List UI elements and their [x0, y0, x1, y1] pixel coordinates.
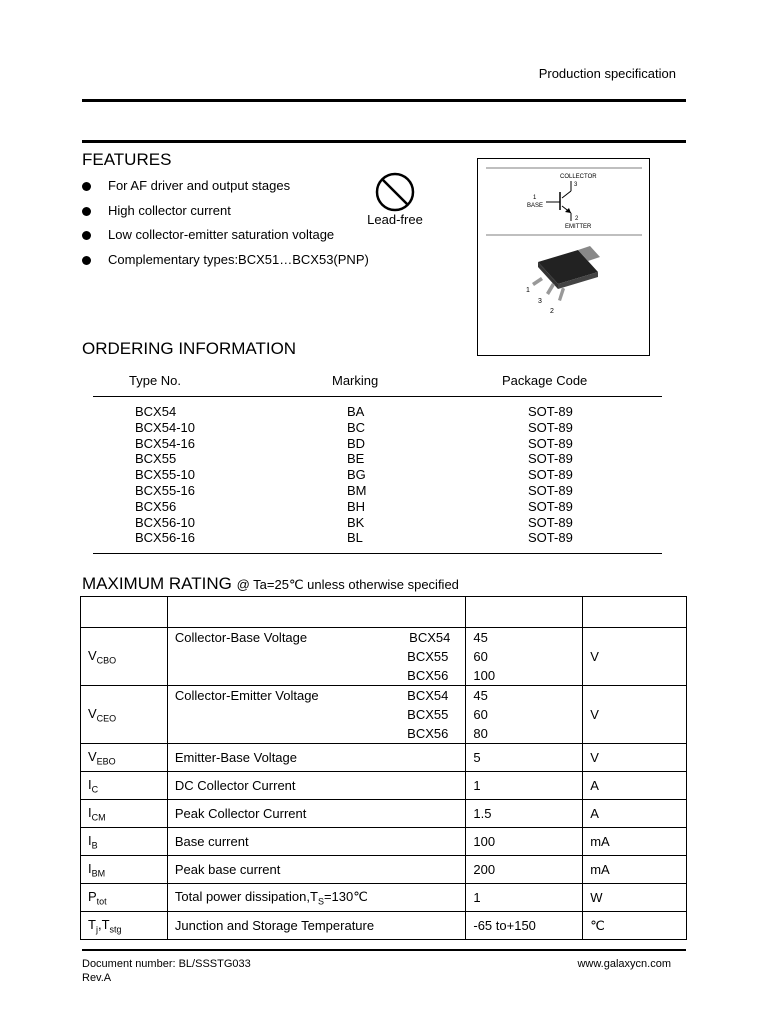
package-cell: SOT-89 — [528, 451, 573, 467]
bullet-icon — [82, 256, 91, 265]
max-rating-condition: @ Ta=25℃ unless otherwise specified — [236, 577, 459, 592]
type-cell: BCX54 — [135, 404, 177, 419]
footer-doc-info — [82, 957, 251, 985]
marking-cell: BH — [347, 498, 366, 514]
package-cell: SOT-89 — [528, 467, 573, 483]
table-row — [81, 912, 687, 940]
bullet-icon — [82, 207, 91, 216]
parameter-cell: Collector-Base Voltage BCX54 BCX55 BCX56 — [167, 628, 466, 686]
feature-item: High collector current — [82, 203, 369, 228]
unit-cell: mA — [583, 856, 687, 884]
package-cell: SOT-89 — [528, 514, 573, 530]
col-marking-header: Marking — [332, 373, 379, 388]
pkg-pin2-label: 2 — [550, 308, 554, 315]
header-rule-bottom — [82, 140, 686, 143]
symbol-cell: $V_{CEO}$ — [81, 686, 168, 744]
value-cell: 200 — [466, 856, 583, 884]
package-diagram — [477, 158, 650, 356]
bullet-icon — [82, 182, 91, 191]
package-cell: SOT-89 — [528, 498, 573, 514]
value-cell: 45 60 100 — [466, 628, 583, 686]
max-rating-table — [80, 596, 687, 940]
feature-item: Low collector-emitter saturation voltage — [82, 227, 369, 252]
package-cell: SOT-89 — [528, 482, 573, 498]
parameter-cell: Peak Collector Current — [167, 800, 466, 828]
type-cell: BCX56-16 — [135, 530, 195, 546]
ordering-type-column — [135, 404, 195, 546]
symbol-cell: $I_B$ — [81, 828, 168, 856]
emitter-label: EMITTER — [565, 224, 592, 230]
pin3-label: 3 — [574, 182, 578, 188]
unit-cell: V — [583, 628, 687, 686]
unit-cell: W — [583, 884, 687, 912]
type-cell: BCX55-10 — [135, 467, 195, 483]
table-row — [81, 828, 687, 856]
table-row — [81, 772, 687, 800]
type-cell: BCX56-10 — [135, 514, 195, 530]
table-row — [81, 744, 687, 772]
table-row — [81, 800, 687, 828]
symbol-cell: $T_j,T_{stg}$ — [81, 912, 168, 940]
pin1-label: 1 — [533, 195, 537, 201]
value-cell: 1.5 — [466, 800, 583, 828]
footer-rule — [82, 949, 686, 951]
ordering-bottom-rule — [93, 553, 662, 554]
table-row — [81, 686, 687, 744]
type-cell: BCX55 — [135, 451, 177, 467]
value-cell: 100 — [466, 828, 583, 856]
revision: Rev.A — [82, 972, 112, 984]
production-spec-label: Production specification — [538, 66, 676, 81]
marking-cell: BG — [347, 467, 366, 483]
features-list — [82, 178, 369, 276]
symbol-cell: $I_C$ — [81, 772, 168, 800]
unit-cell: A — [583, 772, 687, 800]
pkg-pin1-label: 1 — [526, 287, 530, 294]
feature-item: Complementary types:BCX51…BCX53(PNP) — [82, 252, 369, 277]
unit-cell: A — [583, 800, 687, 828]
value-cell: 1 — [466, 884, 583, 912]
unit-cell: V — [583, 686, 687, 744]
ordering-marking-column — [347, 404, 367, 546]
col-package-header: Package Code — [502, 373, 588, 388]
parameter-cell: Collector-Emitter Voltage BCX54 BCX55 BCX56 — [167, 686, 466, 744]
features-title: FEATURES — [82, 150, 172, 169]
unit-cell: ℃ — [583, 912, 687, 940]
symbol-cell: $P_{tot}$ — [81, 884, 168, 912]
type-cell: BCX56 — [135, 498, 177, 514]
symbol-cell: $V_{CBO}$ — [81, 628, 168, 686]
value-cell: 5 — [466, 744, 583, 772]
pin2-label: 2 — [575, 216, 579, 222]
value-cell: 1 — [466, 772, 583, 800]
table-row — [81, 856, 687, 884]
unit-cell: mA — [583, 828, 687, 856]
table-row — [81, 628, 687, 686]
doc-number: Document number: BL/SSSTG033 — [82, 958, 251, 970]
transistor-diagram — [478, 159, 649, 355]
symbol-cell: $I_{BM}$ — [81, 856, 168, 884]
lead-free-badge — [362, 172, 428, 227]
max-rating-title: MAXIMUM RATING @ Ta=25℃ unless otherwise specified — [82, 574, 459, 593]
table-row — [81, 884, 687, 912]
parameter-cell: Junction and Storage Temperature — [167, 912, 466, 940]
marking-cell: BM — [347, 482, 367, 498]
base-label: BASE — [527, 203, 544, 209]
symbol-cell: $I_{CM}$ — [81, 800, 168, 828]
value-cell: -65 to+150 — [466, 912, 583, 940]
value-cell: 45 60 80 — [466, 686, 583, 744]
feature-item: For AF driver and output stages — [82, 178, 369, 203]
marking-cell: BA — [347, 404, 365, 419]
package-cell: SOT-89 — [528, 419, 573, 435]
bullet-icon — [82, 231, 91, 240]
pkg-pin3-label: 3 — [538, 298, 542, 305]
package-cell: SOT-89 — [528, 435, 573, 451]
collector-label: COLLECTOR — [560, 174, 597, 180]
marking-cell: BD — [347, 435, 366, 451]
symbol-cell: $V_{EBO}$ — [81, 744, 168, 772]
marking-cell: BC — [347, 419, 366, 435]
parameter-cell: Emitter-Base Voltage — [167, 744, 466, 772]
ordering-package-column — [528, 404, 573, 546]
ordering-header-rule — [93, 396, 662, 397]
lead-free-label: Lead-free — [367, 212, 423, 227]
parameter-cell: DC Collector Current — [167, 772, 466, 800]
col-type-header: Type No. — [129, 373, 182, 388]
header-rule-top — [82, 99, 686, 102]
marking-cell: BE — [347, 451, 365, 467]
table-header-row — [81, 597, 687, 628]
parameter-cell: Total power $dissipation,T_S=130℃$ — [167, 884, 466, 912]
type-cell: BCX54-10 — [135, 419, 195, 435]
no-lead-icon — [374, 172, 416, 212]
type-cell: BCX54-16 — [135, 435, 195, 451]
type-cell: BCX55-16 — [135, 482, 195, 498]
unit-cell: V — [583, 744, 687, 772]
parameter-cell: Base current — [167, 828, 466, 856]
package-cell: SOT-89 — [528, 404, 573, 419]
ordering-title: ORDERING INFORMATION — [82, 339, 297, 358]
package-cell: SOT-89 — [528, 530, 573, 546]
marking-cell: BL — [347, 530, 363, 546]
parameter-cell: Peak base current — [167, 856, 466, 884]
website-link[interactable]: www.galaxycn.com — [577, 958, 671, 970]
marking-cell: BK — [347, 514, 365, 530]
